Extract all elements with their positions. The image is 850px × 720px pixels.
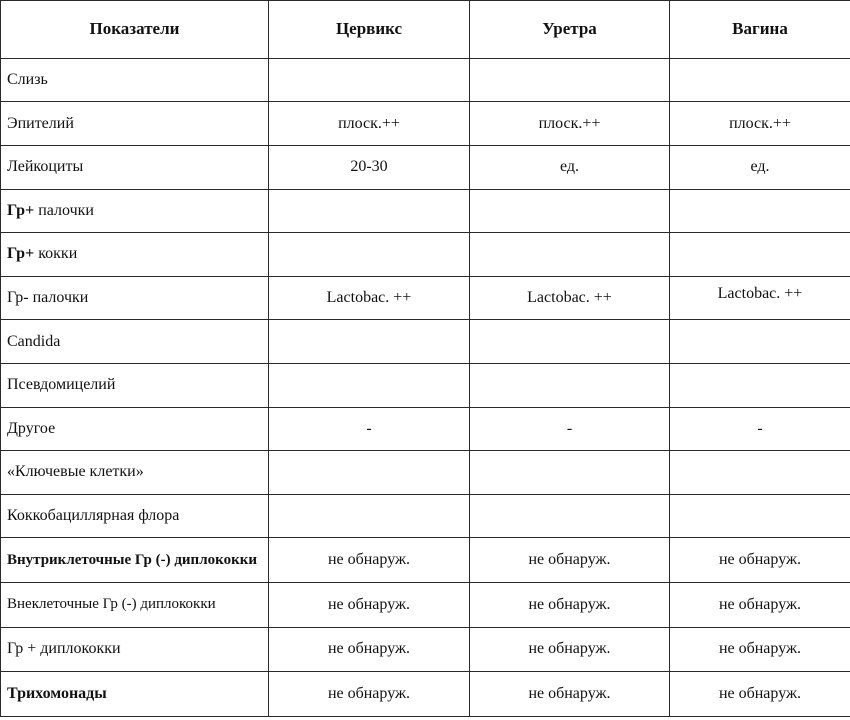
cell-urethra: не обнаруж. <box>470 672 670 717</box>
cell-vagina: не обнаруж. <box>670 672 850 717</box>
table-row <box>1 407 850 451</box>
row-label: Внеклеточные Гр (-) диплококки <box>1 582 269 627</box>
table-row <box>1 494 850 538</box>
row-label-rest: палочки <box>34 201 94 219</box>
cell-vagina <box>670 320 850 364</box>
cell-urethra <box>470 233 670 277</box>
cell-cervix: не обнаруж. <box>269 582 470 627</box>
cell-vagina <box>670 233 850 277</box>
row-label: «Ключевые клетки» <box>1 451 269 495</box>
cell-cervix <box>269 363 470 407</box>
row-label: Внутриклеточные Гр (-) диплококки <box>1 538 269 583</box>
table-row <box>1 538 850 583</box>
cell-vagina: не обнаруж. <box>670 627 850 672</box>
cell-urethra: Lactobac. ++ <box>470 276 670 320</box>
cell-vagina <box>670 363 850 407</box>
row-label <box>1 189 269 233</box>
row-label-bold: Гр+ <box>7 201 35 219</box>
cell-vagina: ед. <box>670 145 850 189</box>
cell-cervix <box>269 320 470 364</box>
row-label: Коккобациллярная флора <box>1 494 269 538</box>
cell-urethra <box>470 320 670 364</box>
cell-urethra <box>470 58 670 102</box>
row-label-bold: Гр+ <box>7 245 35 263</box>
cell-cervix: - <box>269 407 470 451</box>
table-row <box>1 145 850 189</box>
row-label: Трихомонады <box>1 672 269 717</box>
header-cervix: Цервикс <box>269 1 470 59</box>
cell-urethra: не обнаруж. <box>470 538 670 583</box>
cell-urethra: ед. <box>470 145 670 189</box>
cell-cervix <box>269 189 470 233</box>
row-label: Гр- палочки <box>1 276 269 320</box>
row-label: Эпителий <box>1 102 269 146</box>
row-label <box>1 233 269 277</box>
table-row <box>1 582 850 627</box>
cell-urethra <box>470 451 670 495</box>
row-label: Candida <box>1 320 269 364</box>
row-label: Псевдомицелий <box>1 363 269 407</box>
cell-vagina: Lactobac. ++ <box>670 276 850 320</box>
header-urethra: Уретра <box>470 1 670 59</box>
cell-urethra: не обнаруж. <box>470 582 670 627</box>
table-row <box>1 189 850 233</box>
cell-cervix: плоск.++ <box>269 102 470 146</box>
cell-vagina <box>670 189 850 233</box>
table-row <box>1 451 850 495</box>
cell-vagina: - <box>670 407 850 451</box>
header-vagina: Вагина <box>670 1 850 59</box>
row-label: Другое <box>1 407 269 451</box>
cell-cervix: не обнаруж. <box>269 627 470 672</box>
header-indicators: Показатели <box>1 1 269 59</box>
cell-cervix: Lactobac. ++ <box>269 276 470 320</box>
cell-vagina: не обнаруж. <box>670 538 850 583</box>
table-row <box>1 58 850 102</box>
cell-cervix: 20-30 <box>269 145 470 189</box>
cell-urethra <box>470 189 670 233</box>
header-row <box>1 1 850 59</box>
cell-vagina <box>670 494 850 538</box>
table-row <box>1 363 850 407</box>
cell-cervix: не обнаруж. <box>269 672 470 717</box>
table-row <box>1 233 850 277</box>
cell-urethra: плоск.++ <box>470 102 670 146</box>
table-row <box>1 627 850 672</box>
row-label-rest: кокки <box>34 245 78 263</box>
cell-urethra: не обнаруж. <box>470 627 670 672</box>
cell-cervix: не обнаруж. <box>269 538 470 583</box>
cell-cervix <box>269 233 470 277</box>
cell-vagina: не обнаруж. <box>670 582 850 627</box>
cell-urethra <box>470 494 670 538</box>
cell-vagina <box>670 451 850 495</box>
cell-cervix <box>269 451 470 495</box>
cell-vagina <box>670 58 850 102</box>
row-label: Лейкоциты <box>1 145 269 189</box>
cell-vagina: плоск.++ <box>670 102 850 146</box>
table-row <box>1 320 850 364</box>
cell-urethra: - <box>470 407 670 451</box>
cell-cervix <box>269 494 470 538</box>
row-label: Гр + диплококки <box>1 627 269 672</box>
table-row <box>1 276 850 320</box>
cell-cervix <box>269 58 470 102</box>
cell-urethra <box>470 363 670 407</box>
table-row <box>1 672 850 717</box>
row-label: Слизь <box>1 58 269 102</box>
table-row <box>1 102 850 146</box>
